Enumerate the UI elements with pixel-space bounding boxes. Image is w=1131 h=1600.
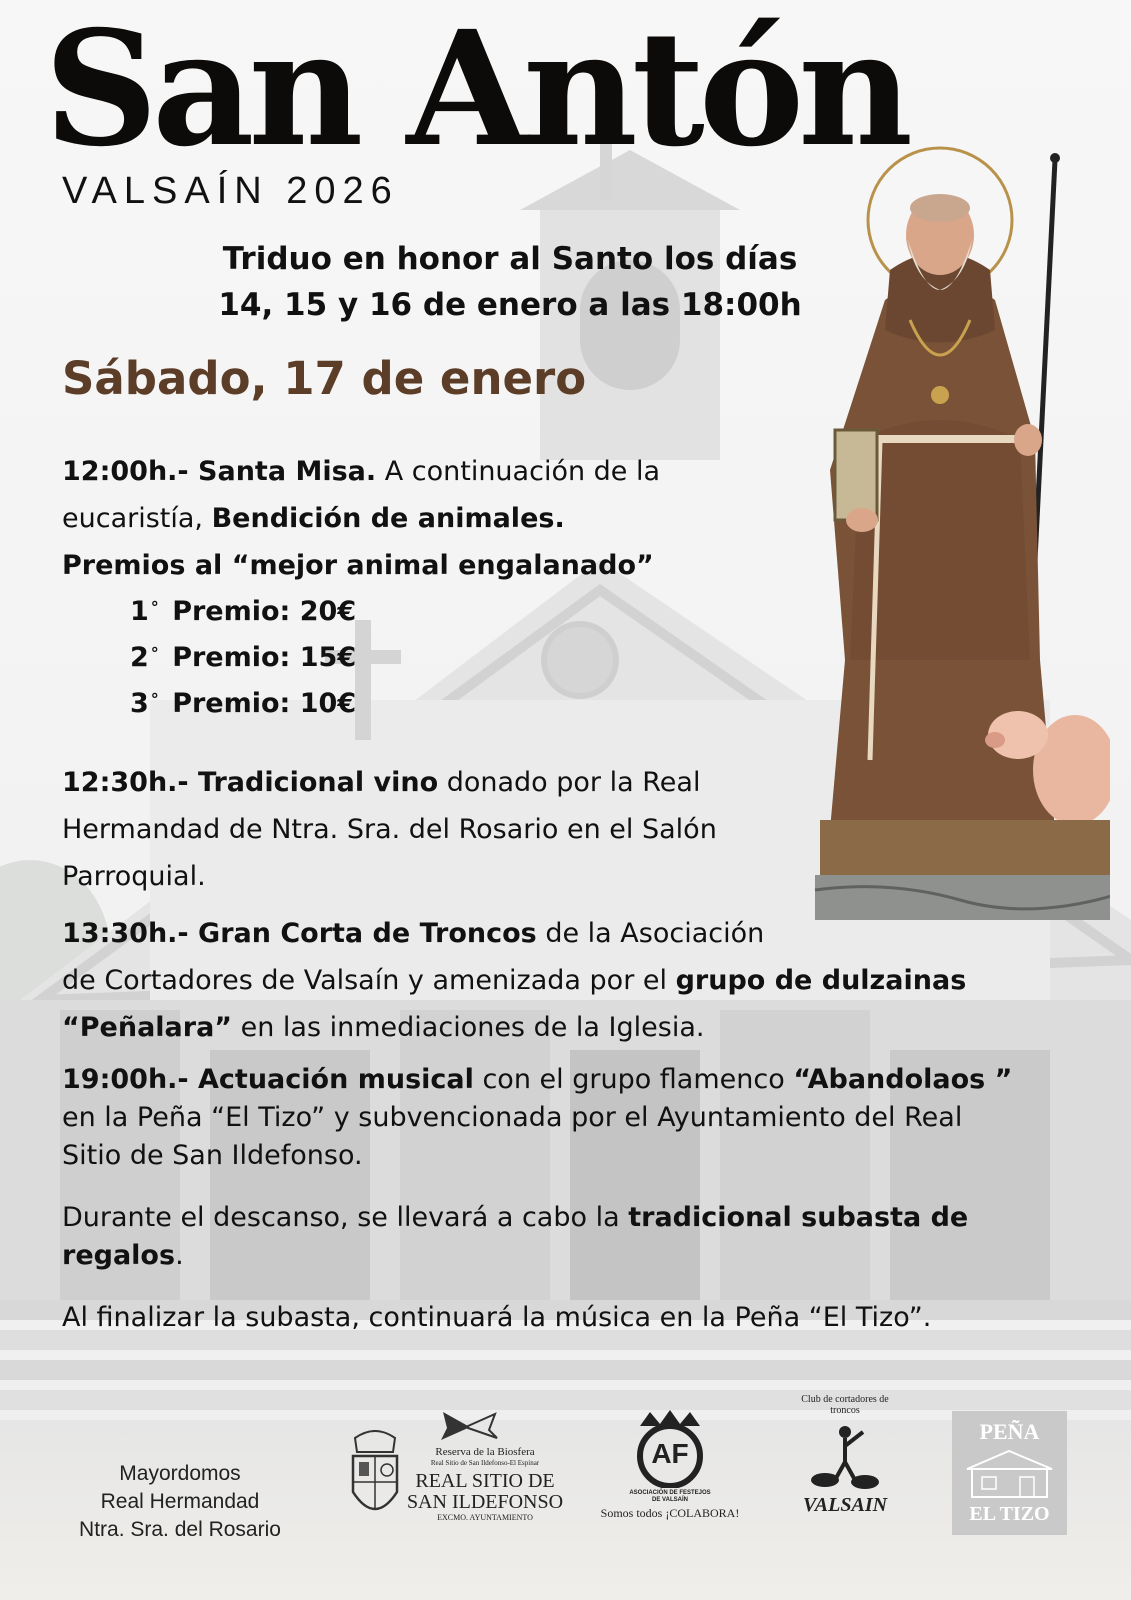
event-time: 12:00h.- [62, 456, 199, 487]
event-misa [62, 448, 1092, 495]
butterfly-icon [433, 1408, 503, 1444]
club-arc-text: Club de cortadores de troncos [801, 1394, 889, 1416]
event-time: 13:30h.- [62, 918, 199, 949]
event-time: 19:00h.- [62, 1064, 199, 1095]
event-misa-line2 [62, 495, 1092, 542]
real-sitio-logo [405, 1408, 565, 1528]
event-closing: Al finalizar la subasta, continuará la música en la Peña “El Tizo”. [62, 1302, 932, 1333]
event-text: en la Peña “El Tizo” y subvencionada por el Ayuntamiento del Real [62, 1102, 963, 1133]
prize-number: 2 [130, 642, 149, 673]
event-time: 12:30h.- [62, 767, 199, 798]
ayuntamiento-label: EXCMO. AYUNTAMIENTO [437, 1513, 533, 1522]
event-highlight: Bendición de animales. [211, 503, 565, 534]
prize-number: 3 [130, 688, 149, 719]
asociacion-name: ASOCIACIÓN DE FESTEJOS [629, 1490, 711, 1496]
event-subasta-line2 [62, 1237, 1092, 1275]
real-sitio-line2: SAN ILDEFONSO [406, 1491, 564, 1513]
page-title: San Antón [44, 0, 908, 182]
prize-label: Premio: 15€ [172, 642, 357, 673]
asociacion-slogan: Somos todos ¡COLABORA! [600, 1506, 740, 1520]
coat-of-arms-icon [345, 1430, 405, 1530]
prize-label: Premio: 20€ [172, 596, 357, 627]
sponsor-footer [0, 1394, 1131, 1600]
prize-item [62, 589, 1092, 635]
triduo-line-2: 14, 15 y 16 de enero a las 18:00h [218, 287, 802, 323]
club-cortadores-logo [790, 1390, 900, 1530]
event-title: Santa Misa. [198, 456, 377, 487]
prize-degree: ° [150, 598, 159, 617]
prize-degree: ° [150, 690, 159, 709]
event-text: . [175, 1240, 184, 1271]
prize-item [62, 635, 1092, 681]
event-schedule [62, 448, 1092, 1337]
pena-label: PEÑA [979, 1419, 1040, 1444]
event-text: Durante el descanso, se llevará a cabo la [62, 1202, 629, 1233]
pena-el-tizo-logo [952, 1411, 1067, 1535]
event-text: en las inmediaciones de la Iglesia. [232, 1012, 705, 1043]
mayordomos-credit [60, 1460, 300, 1544]
event-title: Gran Corta de Troncos [198, 918, 537, 949]
prize-degree: ° [150, 644, 159, 663]
event-text: Sitio de San Ildefonso. [62, 1140, 363, 1171]
event-subasta [62, 1199, 1092, 1237]
event-highlight: “Peñalara” [62, 1012, 233, 1043]
credit-line: Mayordomos [119, 1462, 241, 1485]
prize-label: Premio: 10€ [172, 688, 357, 719]
date-heading: Sábado, 17 de enero [62, 352, 587, 405]
house-icon [962, 1449, 1057, 1499]
event-text: A continuación de la [376, 456, 661, 487]
event-musical [62, 1061, 1092, 1099]
event-vino [62, 759, 1092, 806]
event-troncos-line2 [62, 957, 1092, 1004]
page-subtitle: VALSAÍN 2026 [62, 170, 399, 212]
credit-line: Ntra. Sra. del Rosario [79, 1518, 281, 1541]
event-text: de Cortadores de Valsaín y amenizada por el [62, 965, 676, 996]
real-sitio-line1: REAL SITIO DE [415, 1470, 555, 1492]
biosfera-sub: Real Sitio de San Ildefonso-El Espinar [430, 1459, 540, 1467]
event-highlight: “Abandolaos ” [793, 1064, 1013, 1095]
asociacion-letters: AF [651, 1438, 689, 1469]
event-highlight: tradicional subasta de [628, 1202, 969, 1233]
event-text: Hermandad de Ntra. Sra. del Rosario en el Salón [62, 814, 717, 845]
event-text: Parroquial. [62, 861, 206, 892]
woodcutter-icon [805, 1420, 885, 1490]
event-text: con el grupo flamenco [473, 1064, 794, 1095]
event-troncos [62, 910, 1092, 957]
triduo-line-1: Triduo en honor al Santo los días [222, 241, 798, 277]
triduo-notice [150, 236, 870, 328]
biosfera-label: Reserva de la Biosfera [435, 1446, 535, 1458]
event-title: Tradicional vino [198, 767, 439, 798]
club-name: VALSAIN [802, 1494, 888, 1516]
pena-name: EL TIZO [969, 1503, 1050, 1525]
event-troncos-line3 [62, 1004, 1092, 1051]
event-highlight: grupo de dulzainas [675, 965, 967, 996]
event-text: eucaristía, [62, 503, 212, 534]
asociacion-festejos-logo [595, 1408, 745, 1528]
credit-line: Real Hermandad [100, 1490, 260, 1513]
event-highlight: regalos [62, 1240, 176, 1271]
event-text: de la Asociación [536, 918, 765, 949]
asociacion-place: DE VALSAÍN [652, 1497, 688, 1503]
event-title: Actuación musical [198, 1064, 474, 1095]
event-text: donado por la Real [438, 767, 701, 798]
prize-number: 1 [130, 596, 149, 627]
prize-item [62, 681, 1092, 727]
prizes-heading: Premios al “mejor animal engalanado” [62, 550, 654, 581]
